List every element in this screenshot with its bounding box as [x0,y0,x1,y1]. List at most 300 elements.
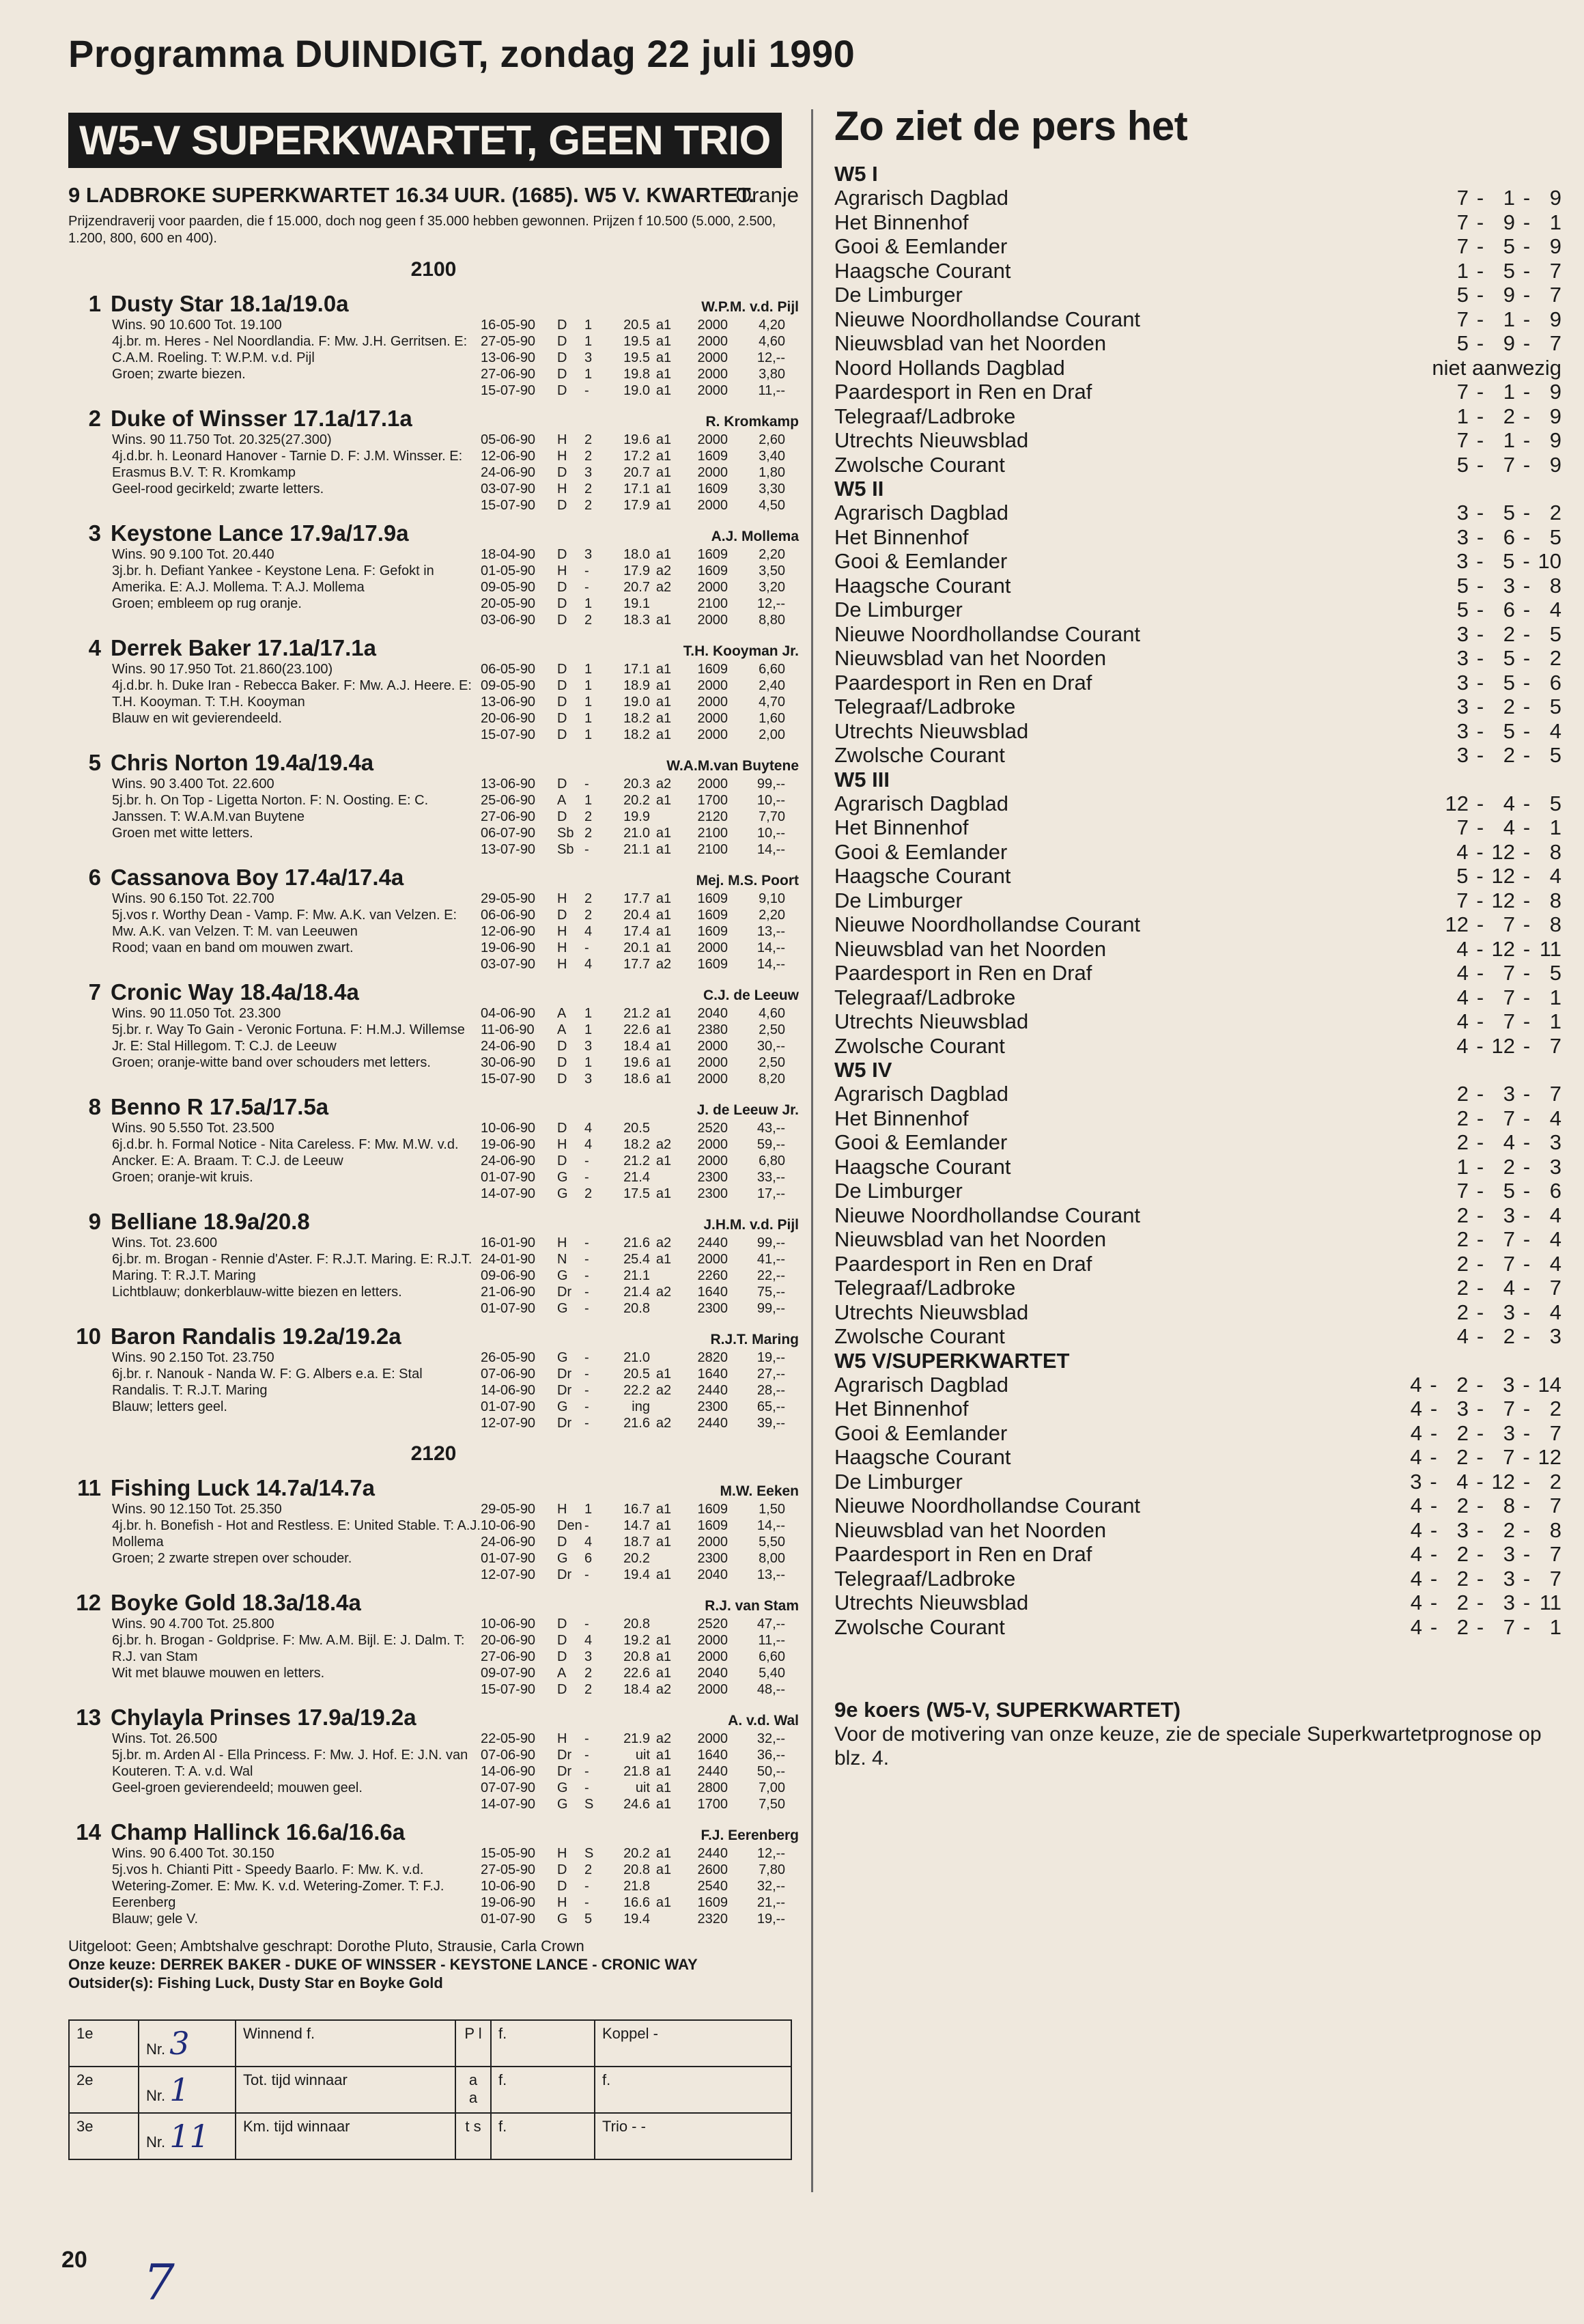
result-row [481,841,799,858]
result-cell: 3,50 [759,563,785,578]
pick-separator: - [1476,1227,1484,1251]
pick-number: 7 [1503,1445,1515,1469]
result-cell: 27,-- [756,1367,785,1382]
pick-number: 4 [1410,1420,1422,1445]
press-row [834,428,1561,453]
horse-number: 13 [76,1705,101,1730]
horse-name [68,291,349,317]
pick-number: 2 [1503,1517,1515,1542]
pick-separator: - [1523,695,1531,718]
pick-number: 3 [1456,718,1469,743]
pick-number: 12 [1491,1469,1515,1494]
press-pick [1329,1615,1561,1640]
pick-number: 14 [1538,1372,1561,1397]
newspaper-name: Gooi & Eemlander [834,234,1008,258]
result-cell: H [557,481,567,496]
horse-trainer: J.H.M. v.d. Pijl [703,1217,799,1233]
result-row [481,1878,799,1894]
result-cell: - [584,580,589,595]
press-row [834,1276,1561,1300]
pick-number: 3 [1456,549,1469,573]
result-cell: Sb [557,842,574,857]
horse-name-text: Benno R 17.5a/17.5a [111,1094,329,1119]
result-cell: Dr [557,1285,572,1300]
outsiders-note: Outsider(s): Fishing Luck, Dusty Star en Boyke Gold [68,1974,443,1991]
newspaper-name: Gooi & Eemlander [834,1130,1008,1154]
horse-trainer: C.J. de Leeuw [703,988,799,1003]
pick-number: 5 [1549,743,1561,767]
result-row [481,710,799,727]
newspaper-name: De Limburger [834,1179,963,1203]
result-cell: 19.6 [623,1055,650,1070]
result-row [481,1415,799,1431]
result-cell: 17.4 [623,924,650,939]
label-cell: Km. tijd winnaar [236,2113,455,2159]
result-row [481,1567,799,1583]
result-cell: 1609 [697,481,728,496]
pick-number: 3 [1503,1542,1515,1566]
press-row [834,815,1561,840]
result-cell: 1609 [697,563,728,578]
result-cell: 20.5 [623,318,650,333]
result-cell: 1700 [697,1797,728,1812]
horse-entry [68,1094,799,1202]
pick-number: 4 [1549,1106,1561,1130]
result-cell: a2 [655,1137,672,1152]
horse-header [68,1590,799,1616]
result-row [481,1284,799,1300]
pick-separator: - [1476,1324,1484,1348]
press-pick [1329,525,1561,550]
result-cell: 2000 [697,498,728,513]
horse-info-line: Groen; embleem op rug oranje. [112,596,302,611]
pick-number: 3 [1503,1591,1515,1614]
pick-separator: - [1523,234,1531,258]
result-cell: D [557,678,567,693]
newspaper-name: Het Binnenhof [834,1397,969,1420]
result-row [481,1136,799,1153]
newspaper-name: Haagsche Courant [834,1154,1011,1179]
pick-separator: - [1523,452,1531,477]
pick-number: 12 [1491,864,1515,888]
result-cell [650,1911,677,1927]
pick-separator: - [1523,888,1531,912]
result-cell: 43,-- [756,1121,785,1136]
pick-separator: - [1476,1397,1484,1420]
horse-info-line: Wins. 90 9.100 Tot. 20.440 [112,547,274,562]
result-cell: 14-06-90 [481,1383,536,1398]
horse-entry [68,1209,799,1317]
pick-number: 4 [1410,1517,1422,1542]
result-cell: 27-05-90 [481,1862,536,1877]
horse-header [68,865,799,891]
result-cell: 2 [584,809,593,824]
result-row [481,448,799,464]
result-cell: 4 [584,924,593,939]
newspaper-name: De Limburger [834,888,963,912]
result-cell: a1 [655,1186,672,1201]
pick-number: 4 [1410,1591,1422,1614]
pick-number: 4 [1410,1542,1422,1566]
result-cell: 17,-- [756,1186,785,1201]
press-row [834,646,1561,671]
horse-details [68,1616,799,1698]
result-cell: 24-01-90 [481,1252,536,1267]
pick-separator: - [1523,912,1531,936]
result-cell: 20.8 [623,1862,650,1877]
result-row [481,1366,799,1382]
pick-number: 2 [1456,1494,1469,1517]
result-cell: 16.6 [623,1895,650,1910]
horse-results [481,776,799,858]
horse-header [68,750,799,776]
result-cell: 1609 [697,1518,728,1533]
result-cell: 2000 [697,1535,728,1550]
horse-results [481,1235,799,1317]
result-cell: D [557,695,567,710]
horse-info [112,1349,481,1431]
press-pick [1329,888,1561,913]
result-cell: 18.4 [623,1682,650,1697]
result-cell: 10-06-90 [481,1616,536,1632]
press-row [834,549,1561,574]
pick-number: 5 [1549,524,1561,549]
result-cell: 2540 [697,1879,728,1894]
result-row [481,1681,799,1698]
result-row [481,1349,799,1366]
result-cell: 2000 [697,1633,728,1648]
pick-number: 2 [1456,1106,1469,1130]
result-cell: 19.5 [623,334,650,349]
result-cell: 05-06-90 [481,432,536,447]
result-row [481,923,799,940]
result-cell: 4 [584,1121,593,1136]
newspaper-name: Paardesport in Ren en Draf [834,670,1092,695]
horse-name-text: Duke of Winsser 17.1a/17.1a [111,406,412,431]
press-row [834,1591,1561,1615]
race-color: Oranje [735,183,799,207]
result-cell: 18.6 [623,1072,650,1087]
press-pick [1329,743,1561,768]
newspaper-name: Nieuwsblad van het Noorden [834,936,1107,961]
result-cell: - [584,1367,589,1382]
result-cell: 1 [584,318,593,333]
pick-number: 7 [1549,1082,1561,1106]
pick-separator: - [1523,646,1531,670]
press-pick [1329,1130,1561,1155]
result-cell: uit [635,1748,650,1763]
result-cell: 17.2 [623,449,650,464]
result-cell: a1 [655,498,672,513]
result-row [481,1251,799,1268]
press-row [834,743,1561,768]
race-program [68,113,799,2160]
pick-number: 1 [1503,380,1515,404]
result-row [481,661,799,677]
pick-number: 5 [1503,646,1515,670]
pick-separator: - [1476,549,1484,573]
result-cell: D [557,1072,567,1087]
pick-number: 9 [1549,452,1561,477]
result-cell: - [584,1252,589,1267]
result-row [481,956,799,972]
pick-number: 7 [1456,428,1469,452]
result-cell: 13-07-90 [481,842,536,857]
pick-separator: - [1523,1154,1531,1179]
result-row [481,579,799,596]
result-cell: 20-06-90 [481,1633,536,1648]
result-cell: - [584,842,589,857]
result-row [481,1268,799,1284]
pick-separator: - [1523,718,1531,743]
horse-name [68,635,376,661]
pick-number: 9 [1549,380,1561,404]
horse-info [112,661,481,743]
result-cell: 17.5 [623,1186,650,1201]
press-pick [1329,1567,1561,1591]
result-row [481,1665,799,1681]
result-cell: 3 [584,350,593,365]
press-pick [1329,1034,1561,1059]
newspaper-name: Agrarisch Dagblad [834,186,1009,210]
result-row [481,1235,799,1251]
press-pick [1329,1397,1561,1421]
result-cell: 07-06-90 [481,1367,536,1382]
result-cell: D [557,383,567,398]
pick-number: 7 [1456,815,1469,839]
result-cell: 2 [584,613,593,628]
press-row [834,1009,1561,1034]
pick-number: 1 [1456,404,1469,428]
horse-number: 14 [76,1819,101,1845]
result-cell: 12,-- [756,1846,785,1861]
pick-number: 5 [1503,258,1515,283]
result-cell: 19.5 [623,350,650,365]
horse-name [68,750,373,776]
result-cell: 1640 [697,1285,728,1300]
horse-header [68,520,799,546]
pick-separator: - [1476,234,1484,258]
press-row [834,937,1561,962]
pick-number: 7 [1456,888,1469,912]
result-cell: 5 [584,1912,593,1927]
result-row [481,612,799,628]
result-cell: 7,00 [759,1780,785,1795]
horse-results [481,1005,799,1087]
newspaper-name: Agrarisch Dagblad [834,1082,1009,1106]
result-cell: 1 [584,662,593,677]
result-row [481,694,799,710]
pick-number: 4 [1549,1300,1561,1324]
result-cell: 09-07-90 [481,1666,536,1681]
result-cell: a2 [655,563,672,578]
pick-separator: - [1476,1033,1484,1058]
newspaper-name: Agrarisch Dagblad [834,1372,1009,1397]
pick-number: 7 [1549,1542,1561,1566]
result-cell: 2440 [697,1846,728,1861]
press-section-heading: W5 II [834,477,884,501]
pick-separator: - [1476,1154,1484,1179]
press-row [834,961,1561,985]
pick-number: 5 [1456,331,1469,355]
horse-trainer: F.J. Eerenberg [701,1828,799,1843]
pick-separator: - [1430,1614,1438,1639]
horse-info-line: 3j.br. h. Defiant Yankee - Keystone Lena. F: Gefokt in Amerika. E: A.J. Mollema. T: A.J. Mollema [112,563,434,595]
result-row [481,1186,799,1202]
result-row [481,1845,799,1862]
newspaper-name: Gooi & Eemlander [834,1420,1008,1445]
press-section-heading: W5 III [834,767,890,792]
pick-number: 3 [1549,1324,1561,1348]
result-cell: D [557,547,567,562]
pick-number: 4 [1503,1276,1515,1300]
pick-number: 2 [1456,1276,1469,1300]
horse-header [68,1819,799,1845]
result-cell: 4 [584,1137,593,1152]
result-cell: 7,50 [759,1797,785,1812]
newspaper-name: Het Binnenhof [834,524,969,549]
result-row [481,1862,799,1878]
result-cell: Dr [557,1367,572,1382]
horse-info-line: Wins. 90 3.400 Tot. 22.600 [112,776,274,792]
horse-name-text: Boyke Gold 18.3a/18.4a [111,1590,361,1615]
result-cell: 2 [584,1682,593,1697]
result-cell: H [557,1731,567,1746]
pick-number: 2 [1456,1372,1469,1397]
result-cell: 4 [584,1535,593,1550]
pick-separator: - [1476,718,1484,743]
result-cell: H [557,1846,567,1861]
result-cell: a1 [655,613,672,628]
result-cell: 17.7 [623,891,650,906]
result-cell: 03-06-90 [481,613,536,628]
result-cell: 20-06-90 [481,711,536,726]
pick-number: 3 [1503,1420,1515,1445]
horse-info-line: 5j.vos h. Chianti Pitt - Speedy Baarlo. F: Mw. K. v.d. Wetering-Zomer. E: Mw. K. v.d. Wetering-Zomer. T: F.J. Eerenberg [112,1862,444,1910]
pick-separator: - [1523,1009,1531,1033]
result-row [481,1517,799,1534]
press-row [834,695,1561,719]
horse-entry [68,1324,799,1431]
plaats-cell: P l [455,2020,491,2067]
result-cell: a2 [655,1682,672,1697]
pick-separator: - [1523,331,1531,355]
result-cell: H [557,1235,567,1250]
result-row [481,1399,799,1415]
result-cell: 2000 [697,465,728,480]
pick-separator: - [1430,1469,1437,1494]
result-cell: 2 [584,1666,593,1681]
result-cell [650,809,677,825]
press-pick [1329,549,1561,574]
result-cell: - [584,1268,589,1283]
result-cell: 19.4 [623,1567,650,1582]
plaats-cell: a a [455,2067,491,2113]
result-cell: 2000 [697,1731,728,1746]
result-cell: 2,20 [759,547,785,562]
pick-separator: - [1523,670,1531,695]
result-cell: 28,-- [756,1383,785,1398]
pick-text: niet aanwezig [1432,355,1561,380]
result-cell: 14-07-90 [481,1797,536,1812]
press-row [834,719,1561,744]
horse-info-line: 5j.br. h. On Top - Ligetta Norton. F: N. Oosting. E: C. Janssen. T: W.A.M.van Buytene [112,793,429,824]
result-cell: Dr [557,1764,572,1779]
horse-entry [68,865,799,972]
horse-number: 1 [88,291,101,316]
pick-number: 12 [1445,912,1469,936]
pick-number: 5 [1549,791,1561,815]
pick-number: 1 [1503,428,1515,452]
horse-info-line: Wit met blauwe mouwen en letters. [112,1666,325,1681]
pick-number: 2 [1503,621,1515,646]
pick-separator: - [1476,1251,1484,1276]
result-cell: D [557,1039,567,1054]
press-pick [1329,453,1561,477]
result-cell: 99,-- [756,1235,785,1250]
result-cell: G [557,1186,568,1201]
pick-number: 8 [1549,1517,1561,1542]
newspaper-name: Nieuwsblad van het Noorden [834,1227,1107,1251]
press-pick [1329,1082,1561,1106]
press-pick [1329,307,1561,332]
horse-number: 3 [88,520,101,546]
pick-number: 9 [1503,283,1515,307]
result-cell: A [557,1022,567,1037]
result-cell: 3 [584,1072,593,1087]
pick-number: 9 [1549,428,1561,452]
result-cell: a1 [655,924,672,939]
result-cell: a2 [655,580,672,595]
newspaper-name: Nieuwe Noordhollandse Courant [834,621,1141,646]
result-cell: 4,70 [759,695,785,710]
pick-separator: - [1523,307,1531,331]
result-cell: - [584,1518,589,1533]
horse-details [68,1120,799,1202]
pick-separator: - [1523,815,1531,839]
horse-results [481,1616,799,1698]
pick-number: 2 [1549,1397,1561,1420]
press-row [834,283,1561,307]
pick-separator: - [1523,549,1530,573]
pick-number: 8 [1549,839,1561,864]
result-row [481,1071,799,1087]
pick-number: 7 [1549,1494,1561,1517]
pick-separator: - [1523,598,1531,621]
pick-separator: - [1523,1542,1531,1566]
press-row [834,1082,1561,1106]
result-cell: 16.7 [623,1502,650,1517]
result-cell: N [557,1252,567,1267]
horse-number: 11 [77,1475,101,1500]
result-cell: H [557,957,567,972]
result-row [481,1796,799,1812]
result-cell: 2000 [697,695,728,710]
press-row [834,1324,1561,1349]
result-cell: a1 [655,449,672,464]
horse-results [481,1349,799,1431]
horse-details [68,776,799,858]
pick-number: 2 [1549,646,1561,670]
newspaper-name: Haagsche Courant [834,864,1011,888]
result-cell: 09-05-90 [481,580,536,595]
horse-info [112,891,481,972]
horse-details [68,1845,799,1927]
horse-info [112,1845,481,1927]
pick-separator: - [1476,1300,1484,1324]
press-row [834,1252,1561,1276]
result-cell [650,1399,677,1415]
